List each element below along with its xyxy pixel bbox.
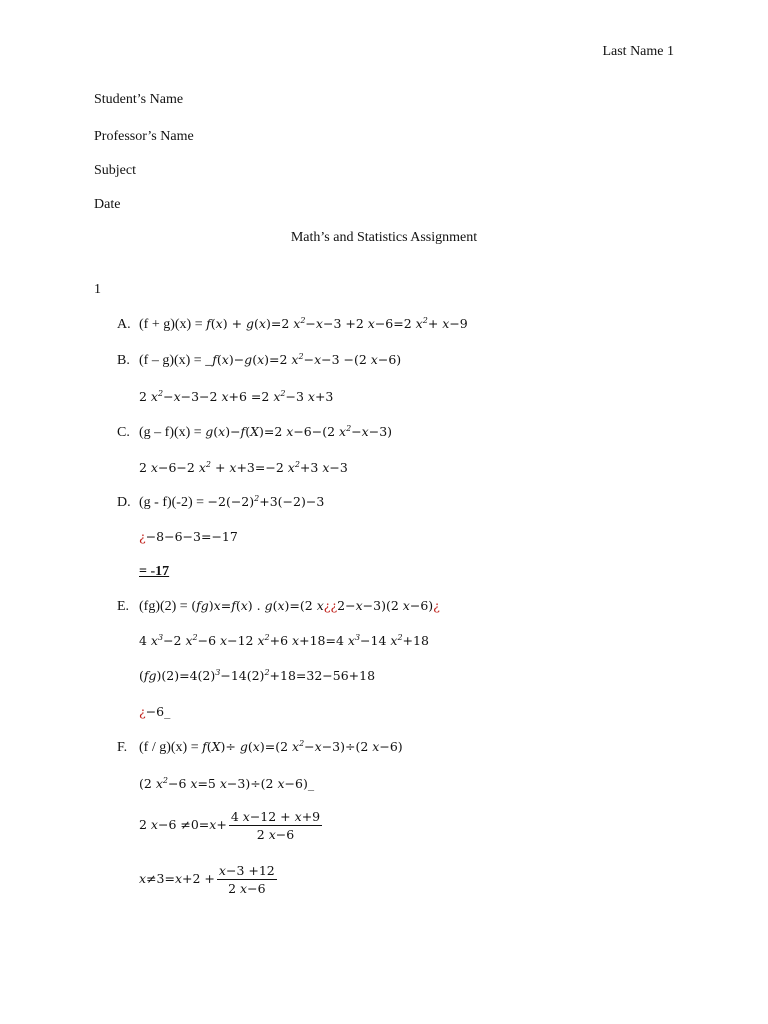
item-c	[117, 424, 392, 441]
student-name: Student’s Name	[94, 92, 184, 107]
item-f-step-2: 2 x−6 ≠0=x+ $\frac{4 x-12 + x+9}{2 x-6}$	[139, 809, 321, 842]
assignment-title: Math’s and Statistics Assignment	[290, 230, 478, 245]
item-a-prefix: (f + g)(x) =	[139, 317, 207, 332]
item-b-equation: f(x)−g(x)=2 $x^2-x-3 -(2$ x−6)	[212, 351, 402, 367]
item-c-equation: g(x)−f(X)=2 x−6−(2 $x^2-x-3$)	[205, 423, 393, 439]
item-f	[117, 739, 403, 756]
question-number: 1	[94, 282, 101, 297]
item-a	[117, 316, 468, 333]
item-f-step-3: x≠3=x+2 + $\frac{x-3 +12}{2 x-6}$	[139, 863, 275, 896]
item-c-step: 2 x−6−2 $x^2 + x+3=-2$ $x^2+3$ x−3	[139, 459, 348, 475]
item-f-step-1: (2 $x^2-6$ x=5 x−3)÷(2 x−6)_	[139, 775, 315, 791]
item-e-step-2: $(fg)(2)=4(2)^3-14(2)^2+18=32-56+18$	[139, 667, 376, 683]
item-d-letter: D.	[117, 495, 131, 510]
item-b	[117, 352, 401, 369]
professor-name: Professor’s Name	[94, 129, 194, 144]
item-f-equation: f(X)÷ g(x)=(2 $x^2-x-3)\div(2$ x−6)	[202, 738, 403, 754]
item-c-prefix: (g – f)(x) =	[139, 425, 206, 440]
item-d-equation: $-2(-2)^2+3(-2)-3$	[207, 493, 325, 509]
item-a-letter: A.	[117, 317, 131, 332]
fraction: $\frac{4 x-12 + x+9}{2 x-6}$	[230, 809, 321, 842]
item-b-step: 2 $x^2-x-3-2$ x+6 =2 $x^2-3$ x+3	[139, 388, 334, 404]
item-b-prefix: (f – g)(x) = _	[139, 353, 213, 368]
item-d-answer: = -17	[139, 564, 170, 579]
item-d-prefix: (g - f)(-2) =	[139, 495, 208, 510]
date: Date	[94, 197, 121, 212]
item-b-letter: B.	[117, 353, 130, 368]
item-e-step-3: ¿−6_	[139, 704, 171, 719]
item-f-letter: F.	[117, 740, 128, 755]
item-e-letter: E.	[117, 599, 130, 614]
item-f-prefix: (f / g)(x) =	[139, 740, 203, 755]
header-last-name: Last Name 1	[602, 44, 674, 59]
item-d	[117, 494, 324, 511]
fraction: $\frac{x-3 +12}{2 x-6}$	[218, 863, 275, 896]
item-e-equation: (fg)x=f(x) . g(x)=(2 x¿¿2−x−3)(2 x−6)¿	[191, 598, 440, 613]
subject: Subject	[94, 163, 136, 178]
item-e-prefix: (fg)(2) =	[139, 599, 192, 614]
item-e-step-1: 4 $x^3-2$ $x^2-6$ x−12 $x^2+6$ x+18=4 $x^3-14$ $x^2+18$	[139, 632, 429, 648]
item-a-equation: f(x) + g(x)=2 $x^2-x-3 +2$ x−6=2 $x^2+ x-9$	[206, 315, 468, 331]
item-e	[117, 598, 440, 615]
item-d-step: ¿−8−6−3=−17	[139, 529, 238, 544]
item-c-letter: C.	[117, 425, 130, 440]
